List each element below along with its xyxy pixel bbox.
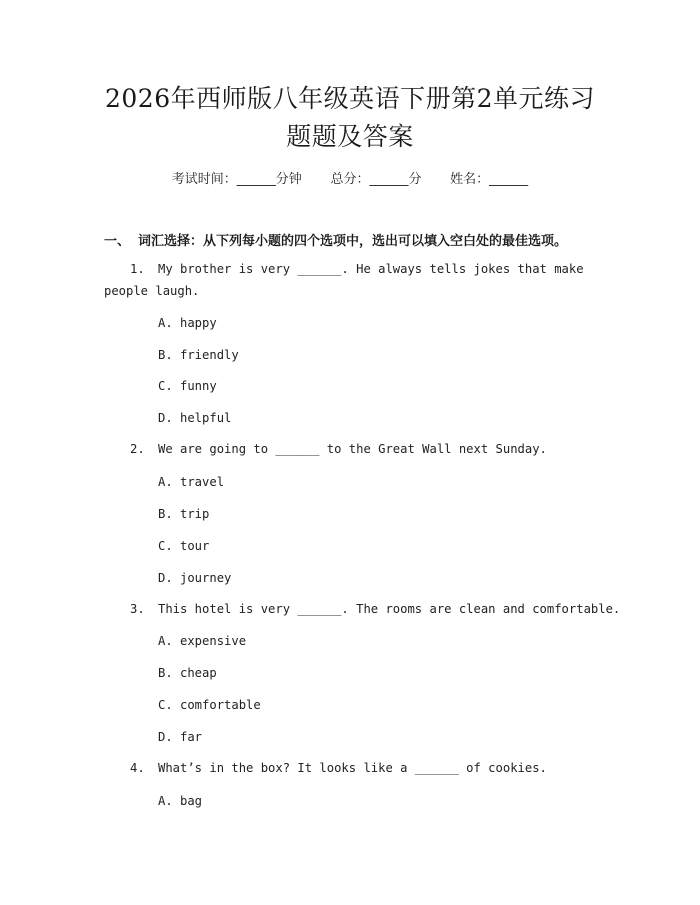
option-1b: B. friendly [158,348,239,362]
name-field: 姓名：______ [450,172,529,187]
section-number: 一、 [104,234,131,249]
option-1a: A. happy [158,316,217,330]
question-2 [104,438,604,460]
title-line-1: 2026年西师版八年级英语下册第2单元练习 [104,84,596,113]
question-text: What’s in the box? It looks like a ______ of cookies. [158,761,547,775]
option-2c: C. tour [158,539,210,553]
question-text: This hotel is very ______. The rooms are clean and comfortable. [158,602,621,616]
question-text-continued: people laugh. [104,284,200,298]
option-1c: C. funny [158,379,217,393]
option-2a: A. travel [158,475,225,489]
title-line-2: 题题及答案 [286,122,414,151]
page-title [60,80,640,156]
option-3b: B. cheap [158,666,217,680]
question-number: 4. [130,761,145,775]
option-3d: D. far [158,730,203,744]
question-text: My brother is very ______. He always tells jokes that make [158,262,584,276]
option-2b: B. trip [158,507,210,521]
total-score-field: 总分：______分 [330,172,422,187]
question-3 [104,598,624,620]
question-text: We are going to ______ to the Great Wall next Sunday. [158,442,547,456]
question-4 [104,757,604,779]
question-number: 3. [130,602,145,616]
section-heading [104,230,567,249]
exam-meta [0,168,700,187]
option-3a: A. expensive [158,634,247,648]
option-1d: D. helpful [158,411,232,425]
question-1 [104,258,604,302]
section-instructions: 词汇选择：从下列每小题的四个选项中，选出可以填入空白处的最佳选项。 [138,234,568,249]
option-3c: C. comfortable [158,698,261,712]
question-number: 2. [130,442,145,456]
option-4a: A. bag [158,794,203,808]
question-number: 1. [130,262,145,276]
option-2d: D. journey [158,571,232,585]
exam-time-field: 考试时间：______分钟 [171,172,302,187]
